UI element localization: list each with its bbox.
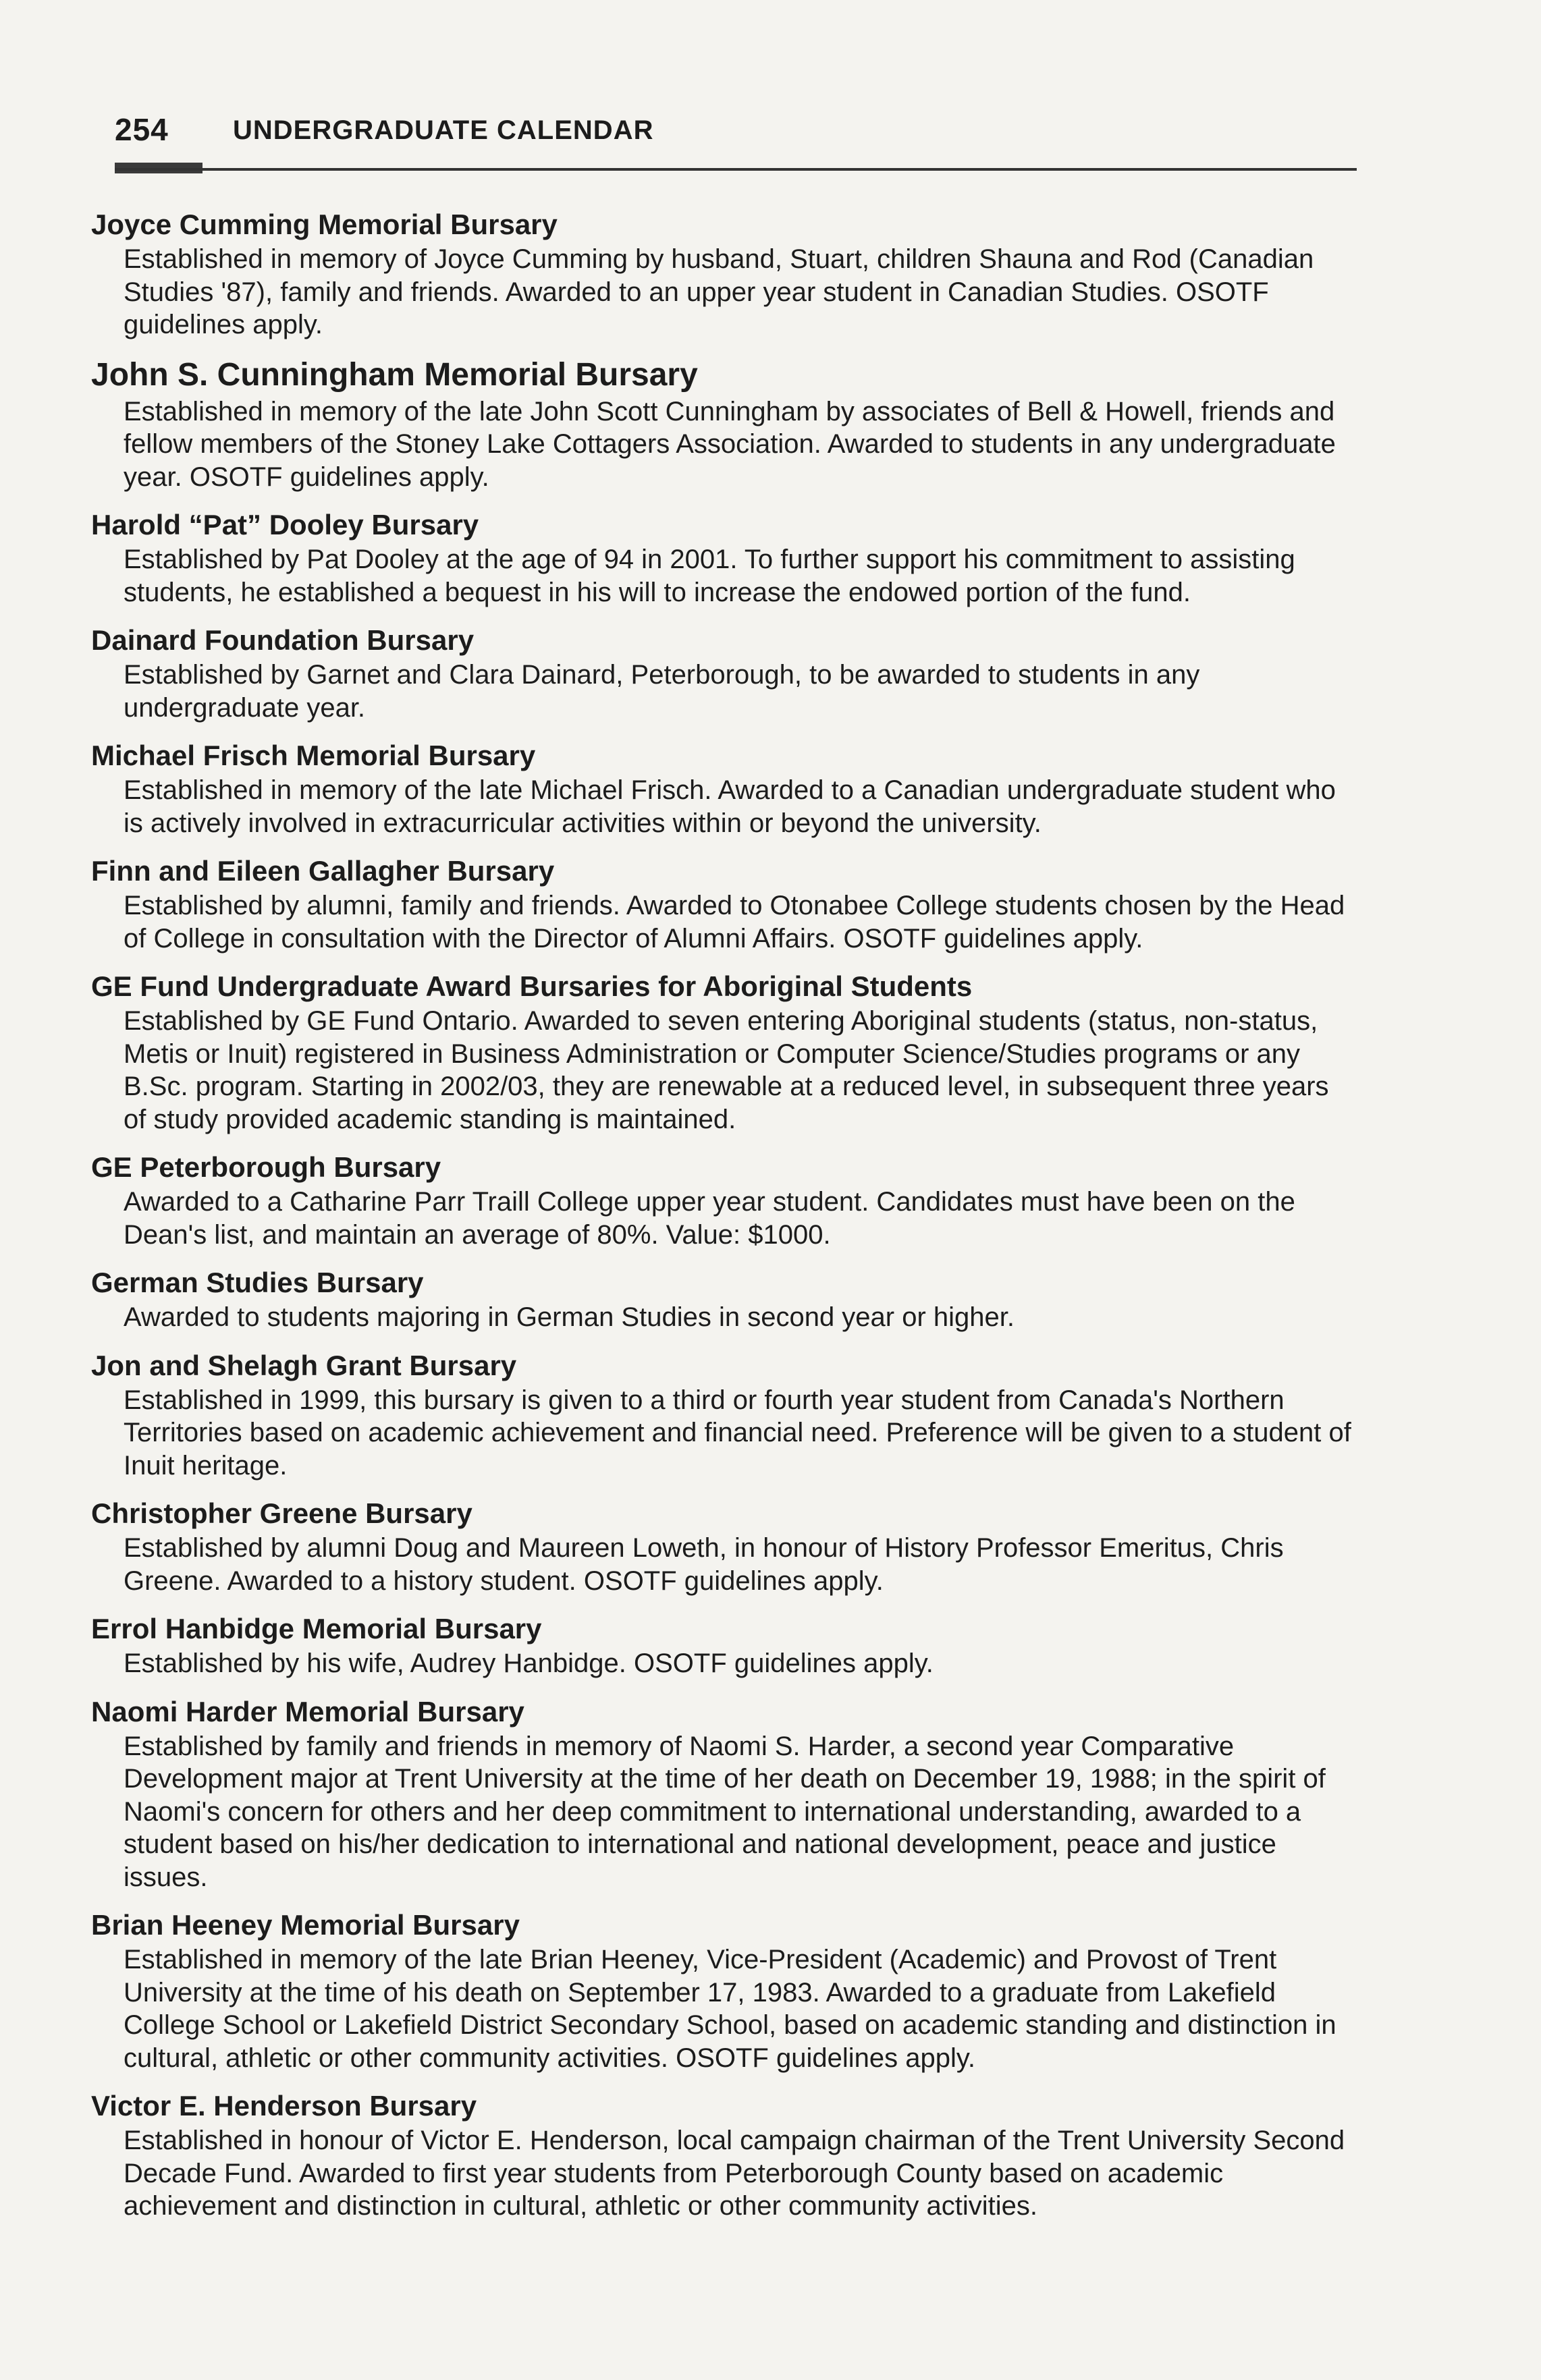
bursary-title: Jon and Shelagh Grant Bursary — [91, 1349, 517, 1381]
bursary-description: Established by alumni Doug and Maureen Loweth, in honour of History Professor Emeritus, Chris Greene. Awarded to a history student. OSOTF guidelines apply. — [124, 1533, 1284, 1596]
bursary-entry — [91, 355, 1353, 494]
bursary-title: Victor E. Henderson Bursary — [91, 2090, 477, 2122]
bursary-description: Established in honour of Victor E. Henderson, local campaign chairman of the Trent University Second Decade Fund. Awarded to first year students from Peterborough County based on academic achievement and distinction in cultural, athletic or other community activities. — [124, 2126, 1345, 2221]
bursary-title: German Studies Bursary — [91, 1267, 424, 1298]
bursary-entry — [91, 1149, 1353, 1251]
bursary-title: GE Fund Undergraduate Award Bursaries for Aboriginal Students — [91, 970, 973, 1002]
bursary-title: GE Peterborough Bursary — [91, 1151, 441, 1183]
bursary-entry — [91, 507, 1353, 609]
running-title: UNDERGRADUATE CALENDAR — [233, 115, 654, 145]
bursary-description: Established in memory of the late Brian Heeney, Vice-President (Academic) and Provost of Trent University at the time of his death on September 17, 1983. Awarded to a graduate from Lakefield College School or Lakefield District Secondary School, based on academic standing and distinction in cultural, athletic or other community activities. OSOTF guidelines apply. — [124, 1945, 1336, 2073]
bursary-title: Michael Frisch Memorial Bursary — [91, 740, 536, 771]
bursary-description: Established in memory of Joyce Cumming by husband, Stuart, children Shauna and Rod (Canadian Studies '87), family and friends. Awarded to an upper year student in Canadian Studies. OSOTF guidelines apply. — [124, 244, 1314, 339]
bursary-entry — [91, 1907, 1353, 2074]
bursary-title: Joyce Cumming Memorial Bursary — [91, 209, 558, 240]
bursary-description: Established in 1999, this bursary is given to a third or fourth year student from Canada's Northern Territories based on academic achievement and financial need. Preference will be given to a student of Inuit heritage. — [124, 1385, 1351, 1480]
bursary-entry — [91, 1694, 1353, 1894]
bursary-description: Established in memory of the late Michael Frisch. Awarded to a Canadian undergraduate student who is actively involved in extracurricular activities within or beyond the university. — [124, 775, 1336, 838]
bursary-description: Awarded to students majoring in German Studies in second year or higher. — [124, 1302, 1015, 1332]
bursary-description: Established by alumni, family and friends. Awarded to Otonabee College students chosen by the Head of College in consultation with the Director of Alumni Affairs. OSOTF guidelines apply. — [124, 891, 1345, 953]
bursary-entry — [91, 853, 1353, 955]
bursary-entry — [91, 738, 1353, 839]
bursary-entry — [91, 206, 1353, 341]
bursary-entry — [91, 1348, 1353, 1483]
bursary-title: John S. Cunningham Memorial Bursary — [91, 356, 698, 393]
bursary-title: Christopher Greene Bursary — [91, 1497, 472, 1529]
page-number: 254 — [115, 112, 169, 147]
bursary-title: Harold “Pat” Dooley Bursary — [91, 509, 479, 541]
bursary-entry — [91, 1265, 1353, 1334]
bursary-description: Established by GE Fund Ontario. Awarded to seven entering Aboriginal students (status, non-status, Metis or Inuit) registered in Business Administration or Computer Science/Studies programs or any B.Sc. program. Starting in 2002/03, they are renewable at a reduced level, in subsequent three years of study provided academic standing is maintained. — [124, 1006, 1329, 1134]
bursary-entry — [91, 622, 1353, 724]
bursary-title: Errol Hanbidge Memorial Bursary — [91, 1613, 542, 1644]
bursary-description: Established by his wife, Audrey Hanbidge. OSOTF guidelines apply. — [124, 1649, 934, 1678]
bursary-entry — [91, 1611, 1353, 1680]
page-header — [115, 111, 1357, 186]
bursary-title: Brian Heeney Memorial Bursary — [91, 1909, 520, 1941]
bursary-description: Awarded to a Catharine Parr Traill College upper year student. Candidates must have been on the Dean's list, and maintain an average of 80%. Value: $1000. — [124, 1187, 1295, 1250]
bursary-title: Finn and Eileen Gallagher Bursary — [91, 855, 555, 887]
bursary-description: Established by family and friends in memory of Naomi S. Harder, a second year Comparative Development major at Trent University at the time of her death on December 19, 1988; in the spirit of Naomi's concern for others and her deep commitment to international understanding, awarded to a student based on his/her dedication to international and national development, peace and justice issues. — [124, 1731, 1326, 1892]
bursary-title: Naomi Harder Memorial Bursary — [91, 1695, 524, 1727]
bursary-entry — [91, 968, 1353, 1136]
bursary-description: Established by Garnet and Clara Dainard, Peterborough, to be awarded to students in any undergraduate year. — [124, 660, 1200, 723]
bursary-entry — [91, 2088, 1353, 2223]
bursary-entry — [91, 1495, 1353, 1597]
bursary-description: Established in memory of the late John Scott Cunningham by associates of Bell & Howell, friends and fellow members of the Stoney Lake Cottagers Association. Awarded to students in any undergraduate year. OSOTF guidelines apply. — [124, 396, 1336, 492]
bursary-description: Established by Pat Dooley at the age of 94 in 2001. To further support his commitment to assisting students, he established a bequest in his will to increase the endowed portion of the fund. — [124, 545, 1295, 607]
header-rule — [115, 168, 1357, 171]
bursary-list — [91, 206, 1353, 2236]
bursary-title: Dainard Foundation Bursary — [91, 624, 475, 656]
